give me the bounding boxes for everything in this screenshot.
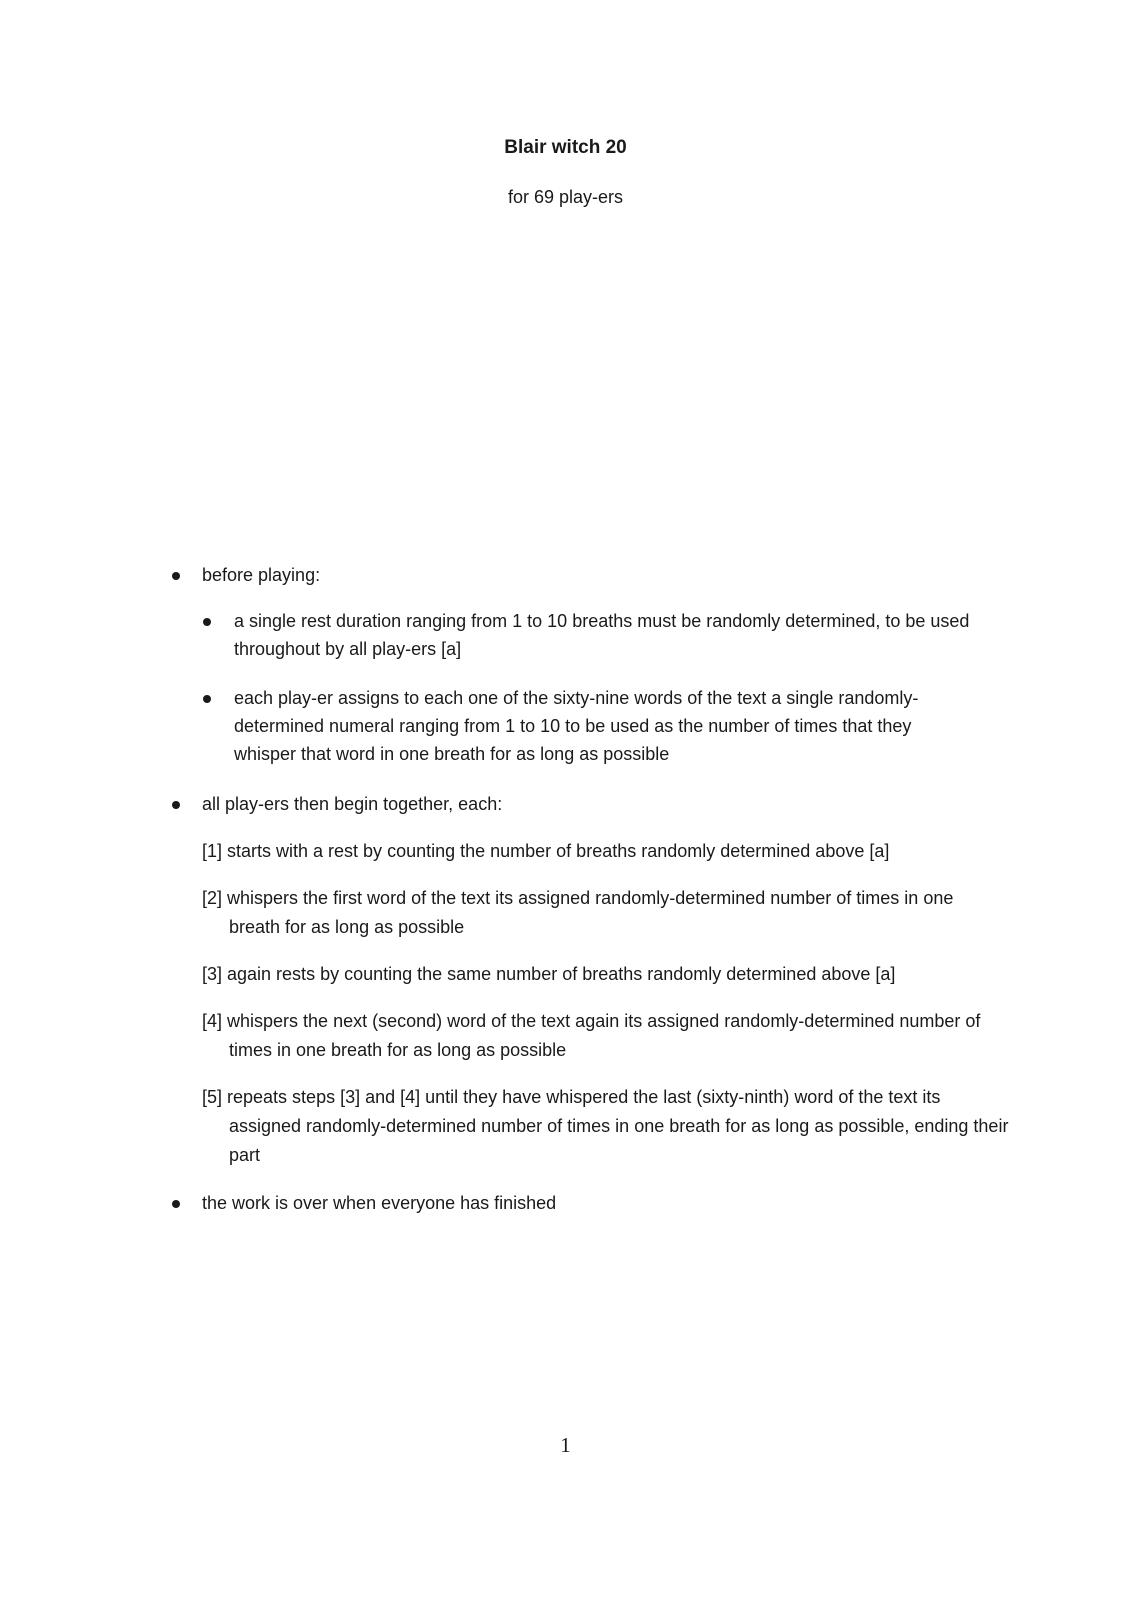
step-3: [3] again rests by counting the same number of breaths randomly determined above [a] — [202, 964, 896, 984]
step-5: [5] repeats steps [3] and [4] until they have whispered the last (sixty-ninth) word of the text its assigned randomly-determined number of times in one breath for as long as possible, ending their part — [202, 1087, 1009, 1165]
bullet-icon — [172, 801, 180, 809]
document-subtitle: for 69 play-ers — [507, 187, 624, 207]
before-item-2: each play-er assigns to each one of the sixty-nine words of the text a single randomly-determined numeral ranging from 1 to 10 to be used as the number of times that they whisper that word in one breath for as long as possible — [234, 688, 919, 764]
bullet-icon — [203, 618, 211, 626]
section-label-end: the work is over when everyone has finished — [202, 1193, 557, 1213]
step-4: [4] whispers the next (second) word of the text again its assigned randomly-determined number of times in one breath for as long as possible — [202, 1011, 981, 1060]
bullet-icon — [203, 695, 211, 703]
bullet-icon — [172, 1200, 180, 1208]
step-2: [2] whispers the first word of the text its assigned randomly-determined number of times in one breath for as long as possible — [202, 888, 954, 937]
step-1: [1] starts with a rest by counting the number of breaths randomly determined above [a] — [202, 841, 890, 861]
document-title: Blair witch 20 — [504, 137, 627, 158]
before-item-1: a single rest duration ranging from 1 to 10 breaths must be randomly determined, to be used throughout by all play-ers [a] — [234, 611, 970, 659]
section-label-begin: all play-ers then begin together, each: — [202, 794, 503, 814]
section-label-before: before playing: — [202, 565, 321, 585]
bullet-icon — [172, 572, 180, 580]
page-number: 1 — [560, 1433, 571, 1457]
